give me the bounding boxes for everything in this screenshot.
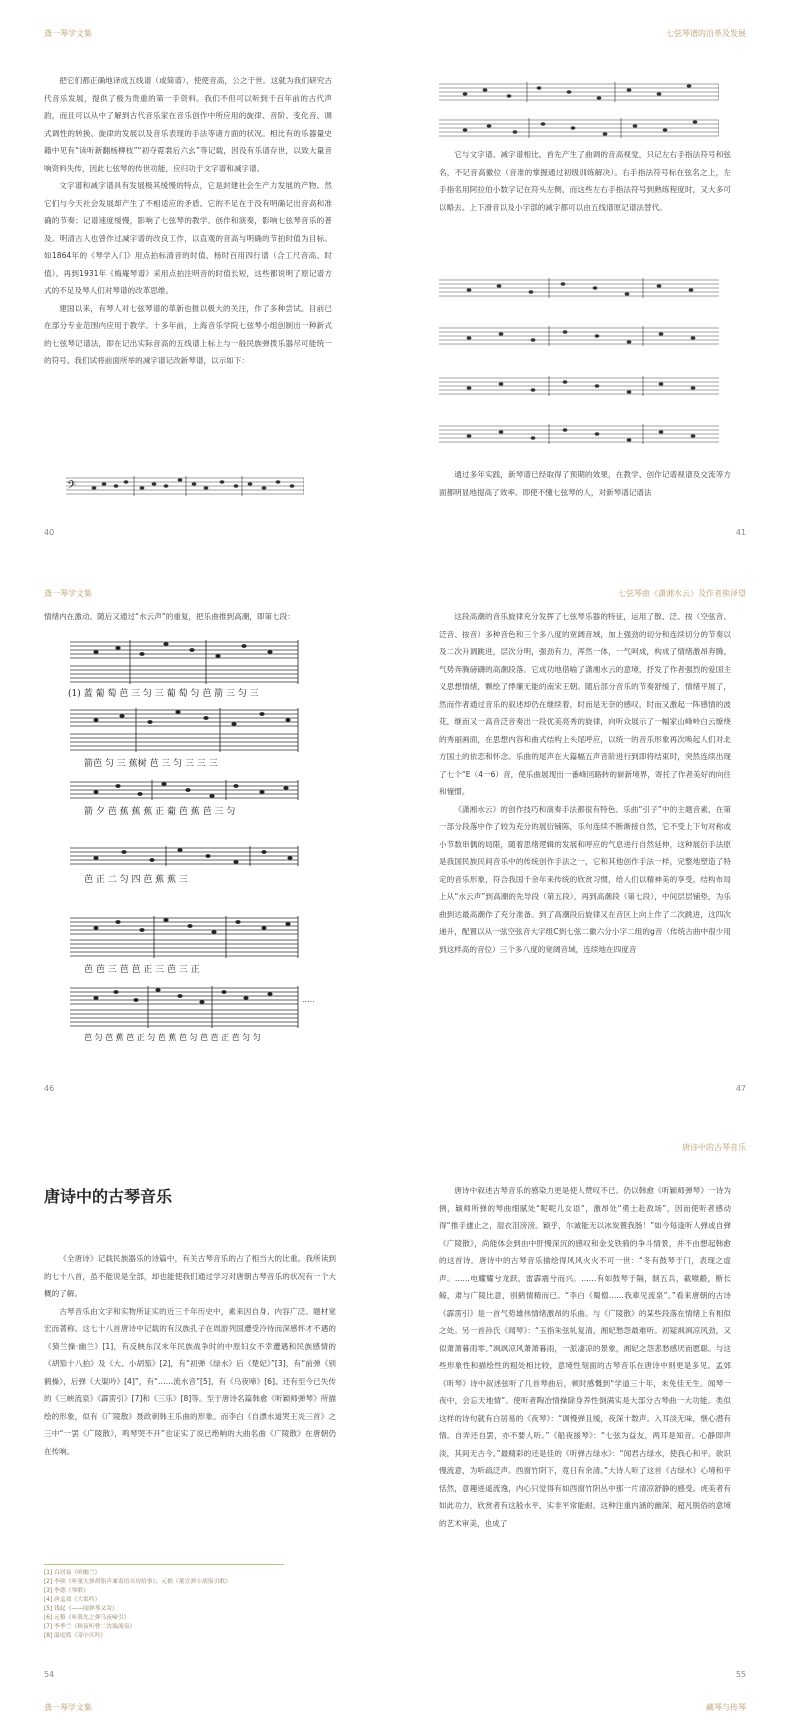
page-40	[0, 0, 395, 540]
handwritten-score	[66, 632, 326, 1052]
footnote: [8] 温庭筠《寄中庆吟》	[44, 1633, 107, 1639]
running-head: 唐诗中的古琴音乐	[682, 1143, 746, 1152]
page-54	[0, 1132, 395, 1692]
page-number: 41	[735, 528, 746, 537]
music-staff	[439, 270, 719, 460]
body-text	[44, 72, 332, 370]
page-number: 40	[44, 528, 55, 537]
body-text	[44, 608, 344, 626]
paragraph: 通过多年实践，新琴谱已经取得了预期的效果，在教学、创作记谱视谱及交流等方面都明显地提高了效率。即使不懂七弦琴的人，对新琴谱记谱法	[439, 470, 731, 497]
score-caption: (1) 蓋 葡 萄 芭 三 匀 三 葡 萄 匀 芭 箭 三 匀 三	[68, 689, 259, 699]
footnote: [4] 唐孟郊《大渠吟》	[44, 1597, 101, 1603]
svg-text:.....: .....	[302, 995, 315, 1004]
footnote: [2] 李颀《听董大弹胡笳声兼寄语弄房给事》，元嵇《董宣弹小胡笳引歌》	[44, 1579, 231, 1585]
staff-notation-image	[439, 72, 719, 140]
footnote: [6] 元稹《听我先之弹乌夜啼引》	[44, 1615, 130, 1621]
music-staff	[66, 470, 304, 498]
page-number: 46	[44, 1084, 55, 1093]
footnote: [1] 白居易《听幽兰》	[44, 1570, 101, 1576]
footnote-rule	[44, 1564, 284, 1565]
page-number: 55	[735, 1670, 746, 1679]
footnote: [5] 钱起《——闻弹琴又寄》	[44, 1606, 118, 1612]
staff-notation-image	[66, 470, 304, 498]
page-number: 47	[735, 1084, 746, 1093]
paragraph: 建国以来，有琴人对七弦琴谱的革新也报以极大的关注，作了多种尝试。目前已在部分专业范围内应用于教学。十多年前，上海音乐学院七弦琴小组创制出一种新式的七弦琴记谱法，即在记出实际音高的五线谱上标上与一般民族弹拨乐器尽可能统一的符号。我们试将前面所举的减字谱记改新琴谱，以示如下：	[44, 303, 332, 365]
page-55	[395, 1132, 790, 1692]
spread-3	[0, 1132, 790, 1692]
page-46	[0, 574, 395, 1114]
paragraph: 文字谱和减字谱具有发展极其缓慢的特点，它是封建社会生产力发展的产物。然它们与今天社会发展却产生了不相适应的矛盾。它的不足在于没有明确记出音高和准确的节奏；记谱速度缓慢，影响了七弦琴的教学、创作和演奏，影响七弦琴音乐的普及。明清古人也曾作过减字谱的改良工作，以直观的音高与明确的节拍时值为目标。如1864年的《琴学入门》用点拍标清音的时值、杨时百用四行谱（合工尺音高、时值）。再到1931年《梅庵琴谱》采用点拍注明音的时值长短，这些都说明了原记谱方式的不足及琴人们对琴谱的改革思维。	[44, 181, 332, 295]
body-text	[44, 1250, 336, 1460]
score-caption: 芭 正 二 匀 四 芭 蕉 蕉 三	[84, 875, 188, 885]
body-text	[439, 1182, 731, 1532]
running-head: 龚一琴学文集	[44, 29, 92, 38]
staff-notation-image	[439, 270, 719, 460]
footnotes	[44, 1564, 304, 1641]
spread-2	[0, 574, 790, 1114]
paragraph: 《潇湘水云》的创作技巧和演奏手法都很有特色。乐曲“引子”中的主题音素，在第一部分段落中作了较为充分的展衍铺陈，乐句连续不断渐接自然，它不受上下句对称或小节数串偶的局限，随着思绪逻辑的发展和呼应的气息进行自然延伸，这种展衍手法原是我国民族民间音乐中的传统创作手法之一，它和其他创作手法一样，完整地塑造了特定的音乐形象，符合我国千余年来传统的欣赏习惯，给人们以精神美的享受。结构布局上从“水云声”到高潮的先导段（第五段），再到高潮段（第七段），中间层层铺垫，为乐曲到达最高潮作了充分准备。到了高潮段后旋律又在音区上向上作了二次跳进，这四次递升，配置以从一弦空弦音大字组C到七弦二徽六分小字二组的g音（传统古曲中很少用到这样高的音位）三个多八度的宽阔音域，连续地在四度音	[439, 804, 731, 954]
spread-1	[0, 0, 790, 540]
score-caption: 箭芭 匀 三 蕉树 芭 三 匀 三 三 三	[84, 759, 218, 769]
page-number: 54	[44, 1670, 55, 1679]
score-caption: 芭 芭 三 芭 芭 正 三 芭 三 正	[84, 965, 200, 975]
music-staff	[439, 72, 719, 140]
running-head: 龚一琴学文集	[44, 589, 92, 598]
paragraph: 唐诗中叙述古琴音乐的感染力更是使人赞叹不已。仍以韩愈《听颖师弹琴》一诗为例，颖师所弹的琴曲细腻处“呢呢儿女语”，激昂处“勇士赴敌场”，因而使听者感动得“推手遽止之，湿衣泪滂滂。颖乎，尔诚能无以冰炭置我肠！”如今每逢听人弹或自弹《广陵散》，尚能体会到由中肝慢深沉的感叹和金戈铁骑的争斗情景，并不由想起韩愈的这首诗。唐诗中的古琴音乐描绘得风风火火不可一世：“冬有鼓琴于门，表现之虚声。……电耀耀兮龙跃，雷霹震兮而兴。……有如鼓琴于隔，制五兵，截喉觳，断长鲸，肃与广陵比意，别鹤情精而已。“李白《蜀僧……我辈见流泉”。”看来唐朝的古诗《霹雳引》是一首气势雄伟情绪激昂的乐曲。与《广陵散》的某些段落在情绪上有相似之处。另一首孙氏《闻琴》：“玉指朱弦轧复清，湘妃愁怨最难听。初疑飒飒凉风劲，又似萧萧暮雨零。”飒飒凉风萧萧暮雨，一派凄凉的景象，湘妃之怨悲愁感厌而愿聪。与这些形象性和描绘性的粗处相比较，意境性刻面的古琴音乐在唐诗中则更是多见。孟郊《听琴》诗中叙述弦听了几首琴曲后，顿时感慨到“学道三十年，未免佳无生。闻琴一夜中，会忘天地情”。使听者陶冶情操除身养性倒满实是大部分古琴曲一大功能。类似这样的诗句就有白居易的《夜琴》：“调慢弹且缓，夜深十数声。入耳淡无味，惬心潜有情。自弄还自罢，亦不要人听。”《船夜援琴》：“七弦为益友，两耳是知音。心静即声淡，其间无古今。”最精彩的还是佳的《听弹古绿水》：“闻君古绿水，使我心和平。欲识慢流意，为听疏泛声。西窗竹阴下，竟日有余清。”大诗人听了这首《古绿水》心境和平恬然，意趣进遥流逸，内心只觉得有如西窗竹阴丛中那一片清凉舒静的感受。虎美者有如此功力，欣赏者有这般水平，实非平常能耐。这种注重内涵的幽深，超凡脱俗的意境的艺术审美，也成了	[439, 1186, 731, 1528]
page-47	[395, 574, 790, 1114]
footnote: [3] 李德《琴歌》	[44, 1588, 89, 1594]
body-text	[439, 608, 731, 958]
paragraph: 古琴音乐由文字和实物所证实的近三千年历史中，素来因自身、内容广泛、题材宽宏而著称。这七十八首唐诗中记载的有汉族孔子在周游列国遭受冷待而深感怀才不遇的《猗兰操·幽兰》[1]，有反映东汉末年民族战争时的中原妇女不幸遭遇和民族感情的《胡笳十八拍》及《大、小胡笳》[2]，有“初弹《绿水》后《楚妃》”[3]，有“前弹《别鹤操》，后弹《大渠吟》[4]”，有“……流水音”[5]，有《乌夜啼》[6]。还有至今已失传的《三峡流泉》《霹雳引》[7]和《三乐》[8]等。至于唐诗名篇韩愈《听颖师弹琴》所描绘的形象，似有《广陵散》聂政刺韩王乐曲的形象。而李白《自漂水道哭王炎三首》之三中“一罢《广陵散》，鸣琴哭不开”也证实了说已绝响的大曲名曲《广陵散》在唐朝仍在传响。	[44, 1306, 336, 1456]
body-text	[439, 466, 731, 501]
paragraph: 这段高潮的音乐旋律充分发挥了七弦琴乐器的特征，运用了散、泛、按（空弦音、泛音、按音）多种音色和三个多八度的宽阔音域，加上强劲的切分和连续切分的节奏以及二次升调跳进，层次分明，强劲有力，浑然一体，一气呵成，构成了情绪激昂奔腾、气势奔腾磅礴的高潮段落。它成功地借喻了潇湘水云的意境，抒发了作者强烈的爱国主义思想情绪，颗绘了悸廉无能的南宋王朝。随后部分音乐的节奏舒缓了，情绪平展了，然而作者通过音乐的叙述却仍在继续着，时而是无奈的感叹，时而又激起一阵感情的波花，继而又一高音泛音奏出一段优美亮秀的旋律，向听众展示了一幅家山峰岭白云缭绕的秀丽画面，在思想内容和曲式结构上头尾呼应，以统一的音乐形象再次唤起人们对北方国土的依恋和怀念。乐曲的尾声在大篇幅五声音阶进行到即将结束时，突然连续出现了七个“E（4一6）音，使乐曲展现出一番峰回路转的崭新境界，寄托了作者美好的向往和憧憬。	[439, 612, 731, 796]
running-head: 七弦琴曲《潇湘水云》及作者熊泽望	[618, 589, 746, 598]
svg-text:𝄢: 𝄢	[67, 479, 77, 495]
paragraph: 《全唐诗》记载民族器乐的诗篇中，有关古琴音乐的占了相当大的比重。我所读到的七十八首，虽不能说是全部，却也能使我们通过学习对唐朝古琴音乐的状况有一个大概的了解。	[44, 1254, 336, 1298]
score-caption: 箭 夕 芭 蕉 蕉 蕉 正 葡 芭 蕉 芭 三 匀	[84, 807, 236, 817]
page-41	[395, 0, 790, 540]
footnote: [7] 李季兰《秋夜听曹二沈瑞流泉》	[44, 1624, 136, 1630]
running-head: 七弦琴谱的沿革及发展	[666, 29, 746, 38]
next-running-head-right: 藏琴与传琴	[706, 1703, 746, 1712]
body-text	[439, 146, 731, 216]
paragraph: 把它们都正确地译成五线谱（或简谱），使使音高，公之于世。这就为我们研究古代音乐发展，提供了极为贵重的第一手资料。我们不但可以听到千百年前的古代声韵，而且可以从中了解到古代音乐家在音乐创作中所应用的旋律、音阶、变化音、调式调性的转换、旋律的发展以及音乐表现的手法等诸方面的状况。相比有的乐器量史籍中见有“读听新翻杨柳枝”“初夺霓裳后六幺”等记载，因没有乐谱存世，以致大量音响资料失传，因此七弦琴的传世功能，应归功于文字谱和减字谱。	[44, 76, 332, 173]
paragraph: 情绪内在激动。随后又通过“水云声”的重复，把乐曲推到高潮，即第七段：	[44, 612, 295, 621]
chapter-title: 唐诗中的古琴音乐	[44, 1187, 173, 1206]
next-running-head-left: 龚一琴学文集	[44, 1703, 92, 1712]
paragraph: 它与文字谱、减字谱相比，首先产生了曲调的音高视觉，只记左右手指法符号和弦名，不记音高徽位（音准的掌握通过初级训练解决）。右手指法符号标在弦名之上，左手指名用阿拉伯小数字记在符头左侧，而这些左右手指法符号到熟练程度时，又大多可以略去。上下滑音以及小字部的减字都可以由五线谱原记谱法替代。	[439, 150, 731, 212]
score-caption: 芭 匀 芭 蕉 芭 正 匀 芭 蕉 芭 匀 芭 芭 正 芭 匀 匀	[84, 1033, 261, 1042]
